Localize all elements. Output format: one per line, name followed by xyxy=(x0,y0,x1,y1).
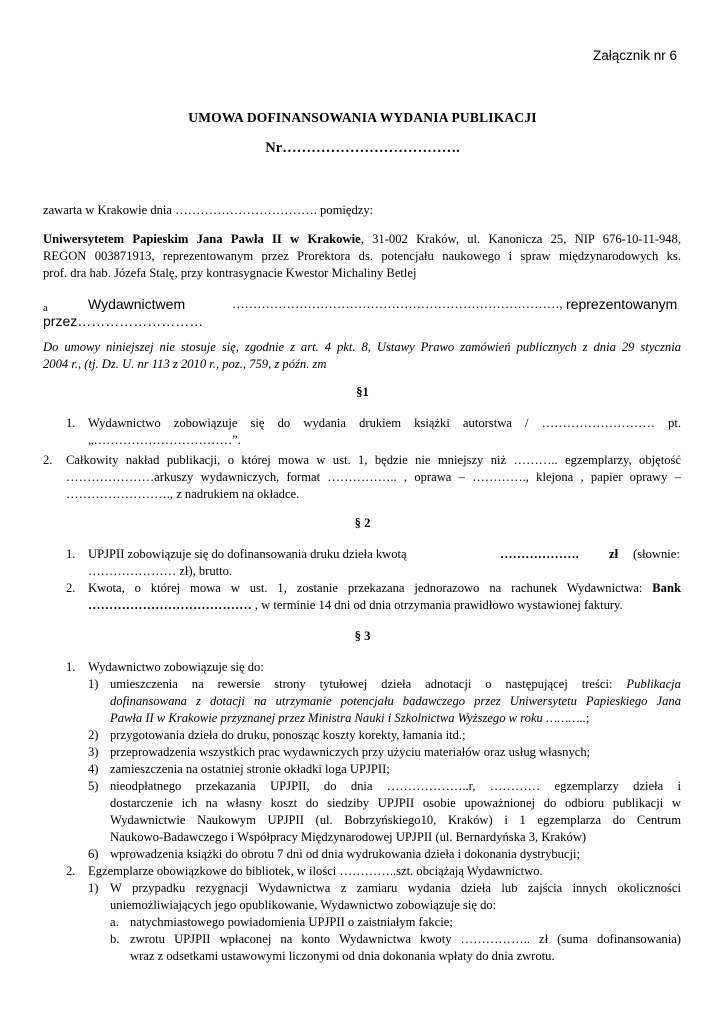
s3-j1-number: 1) xyxy=(88,881,99,895)
s3-i1-line2: dofinansowana z dotacji na utrzymanie potencjału badawczego przez Uniwersytetu Papieskiego Jana xyxy=(110,694,681,708)
concluded-line: zawarta w Krakowie dnia ……………………………. pomiędzy: xyxy=(43,203,374,217)
section2-heading: § 2 xyxy=(354,516,371,530)
s2-p2-line2 xyxy=(88,597,623,614)
party1-line1 xyxy=(43,231,681,248)
s3-b-number: b. xyxy=(110,932,120,946)
party1-address: , 31-002 Kraków, ul. Kanonicza 25, NIP 676-10-11-948, xyxy=(360,232,681,246)
s2-p1-amount: ………………. xyxy=(500,547,579,561)
s3-i6-text: wprowadzenia książki do obrotu 7 dni od dnia wydrukowania dzieła i dokonania dystrybucji; xyxy=(110,847,581,861)
s3-i2-number: 2) xyxy=(88,728,99,742)
s2-p2-bank: Bank xyxy=(652,581,681,595)
s2-p1-number: 1. xyxy=(66,547,76,561)
s2-p2-text: Kwota, o której mowa w ust. 1, zostanie przekazana jednorazowo na rachunek Wydawnictwa: xyxy=(88,581,643,595)
s2-p2-number: 2. xyxy=(66,581,76,595)
s3-b-line2: wraz z odsetkami ustawowymi liczonymi od dnia dokonania wpłaty do dnia zwrotu. xyxy=(130,949,555,963)
s1-p2-line1: Całkowity nakład publikacji, o której mowa w ust. 1, będzie nie mniejszy niż ……….. egzemplarzy, objętość xyxy=(66,453,681,467)
s3-i3-number: 3) xyxy=(88,745,99,759)
s3-i5-line1: nieodpłatnego przekazania UPJPII, do dnia ………………..r, ………… egzemplarzy dzieła i xyxy=(110,779,681,793)
party2-dots: ……………………………………………………………………, xyxy=(232,297,563,311)
s3-i5-line4: Naukowo-Badawczego i Współpracy Międzynarodowej UPJPII (ul. Bernardyńska 3, Kraków) xyxy=(110,830,587,844)
s3-j1-line1: W przypadku rezygnacji Wydawnictwa z zamiaru wydania dzieła lub zajścia innych okoliczności xyxy=(110,881,681,895)
s3-j1-line2: uniemożliwiających jego opublikowanie, Wydawnictwo zobowiązuje się do: xyxy=(110,898,497,912)
s2-p1-line2: ………………… zł), brutto. xyxy=(88,564,233,578)
s3-p2-text: Egzemplarze obowiązkowe do bibliotek, w ilości …………..szt. obciążają Wydawnictwo. xyxy=(88,864,543,878)
s3-i4-text: zamieszczenia na ostatniej stronie okładki loga UPJPII; xyxy=(110,762,390,776)
s1-p2-line3: ……………………., z nadrukiem na okładce. xyxy=(66,487,300,501)
s3-i6-number: 6) xyxy=(88,847,99,861)
party2-publisher: Wydawnictwem xyxy=(88,296,186,312)
party2-represented: reprezentowanym xyxy=(566,296,678,312)
s3-b-line1: zwrotu UPJPII wpłaconej na konto Wydawnictwa kwoty …………….. zł (suma dofinansowania) xyxy=(130,932,681,946)
s3-i5-line2: dostarczenie ich na własny koszt do siedziby UPJPII osobie upoważnionej do odbioru publikacji w xyxy=(110,796,681,810)
s3-a-text: natychmiastowego powiadomienia UPJPII o zaistniałym fakcie; xyxy=(130,915,453,929)
section3-heading: § 3 xyxy=(354,629,371,643)
exemption-line1: Do umowy niniejszej nie stosuje się, zgodnie z art. 4 pkt. 8, Ustawy Prawo zamówień publicznych z dnia 29 stycznia xyxy=(43,340,681,354)
party1-name: Uniwersytetem Papieskim Jana Pawła II w Krakowie xyxy=(43,232,361,246)
s3-p2-number: 2. xyxy=(66,864,76,878)
s3-i1-quote-start: Publikacja xyxy=(626,677,681,691)
s2-p1-currency: zł xyxy=(609,547,619,561)
s3-i1-quote-end: Pawła II w Krakowie przyznanej przez Ministra Nauki i Szkolnictwa Wyższego w roku ……….. xyxy=(110,711,586,725)
contract-number: Nr………………………………. xyxy=(265,140,460,156)
s2-p2-account: ………………………………… xyxy=(88,598,252,612)
s1-p1-number: 1. xyxy=(66,416,76,430)
s3-i3-text: przeprowadzenia wszystkich prac wydawniczych przy użyciu materiałów oraz usług własnych; xyxy=(110,745,591,759)
s2-p2-line1 xyxy=(88,580,681,597)
s3-p1-text: Wydawnictwo zobowiązuje się do: xyxy=(88,660,264,674)
annex-label: Załącznik nr 6 xyxy=(592,48,677,63)
s3-i1-number: 1) xyxy=(88,677,99,691)
s3-i1-line3 xyxy=(110,710,589,727)
s3-i2-text: przygotowania dzieła do druku, ponosząc koszty korekty, łamania itd.; xyxy=(110,728,466,742)
s3-a-number: a. xyxy=(110,915,119,929)
document-title: UMOWA DOFINANSOWANIA WYDANIA PUBLIKACJI xyxy=(188,110,537,125)
s2-p1-text: UPJPII zobowiązuje się do dofinansowania druku dzieła kwotą xyxy=(88,547,407,561)
s3-i1-semicolon: ; xyxy=(585,711,590,725)
s3-i5-line3: Wydawnictwie Naukowym UPJPII (ul. Bobrzyńskiego10, Kraków) i 1 egzemplarza do Centrum xyxy=(110,813,681,827)
s1-p2-number: 2. xyxy=(43,453,53,467)
exemption-line2: 2004 r., (tj. Dz. U. nr 113 z 2010 r., poz., 759, z późn. zm xyxy=(43,357,327,371)
party2-line2: przez……………………… xyxy=(43,313,204,329)
party1-line3: prof. dra hab. Józefa Stalę, przy kontrasygnacie Kwestor Michaliny Betlej xyxy=(43,266,417,280)
party1-line2: REGON 003871913, reprezentowanym przez Prorektora ds. potencjału naukowego i spraw międzynarodowych ks. xyxy=(43,249,681,263)
party2-a: a xyxy=(43,302,48,314)
s3-i1-text: umieszczenia na rewersie strony tytułowej dzieła adnotacji o następującej treści: xyxy=(110,677,613,691)
s3-i1-line1 xyxy=(110,676,681,693)
s3-i4-number: 4) xyxy=(88,762,99,776)
s2-p1-inwords: (słownie: xyxy=(633,547,680,561)
s2-p2-term: , w terminie 14 dni od dnia otrzymania prawidłowo wystawionej faktury. xyxy=(254,598,623,612)
s1-p2-line2: …………………arkuszy wydawniczych, format …………….. , oprawa – …………., klejona , papier oprawy – xyxy=(66,470,681,484)
s3-i5-number: 5) xyxy=(88,779,99,793)
s1-p1-line1: Wydawnictwo zobowiązuje się do wydania drukiem książki autorstwa / ……………………… pt. xyxy=(88,416,681,430)
s1-p1-line2: „……………………………”. xyxy=(88,433,241,447)
s3-p1-number: 1. xyxy=(66,660,76,674)
section1-heading: §1 xyxy=(356,385,369,399)
